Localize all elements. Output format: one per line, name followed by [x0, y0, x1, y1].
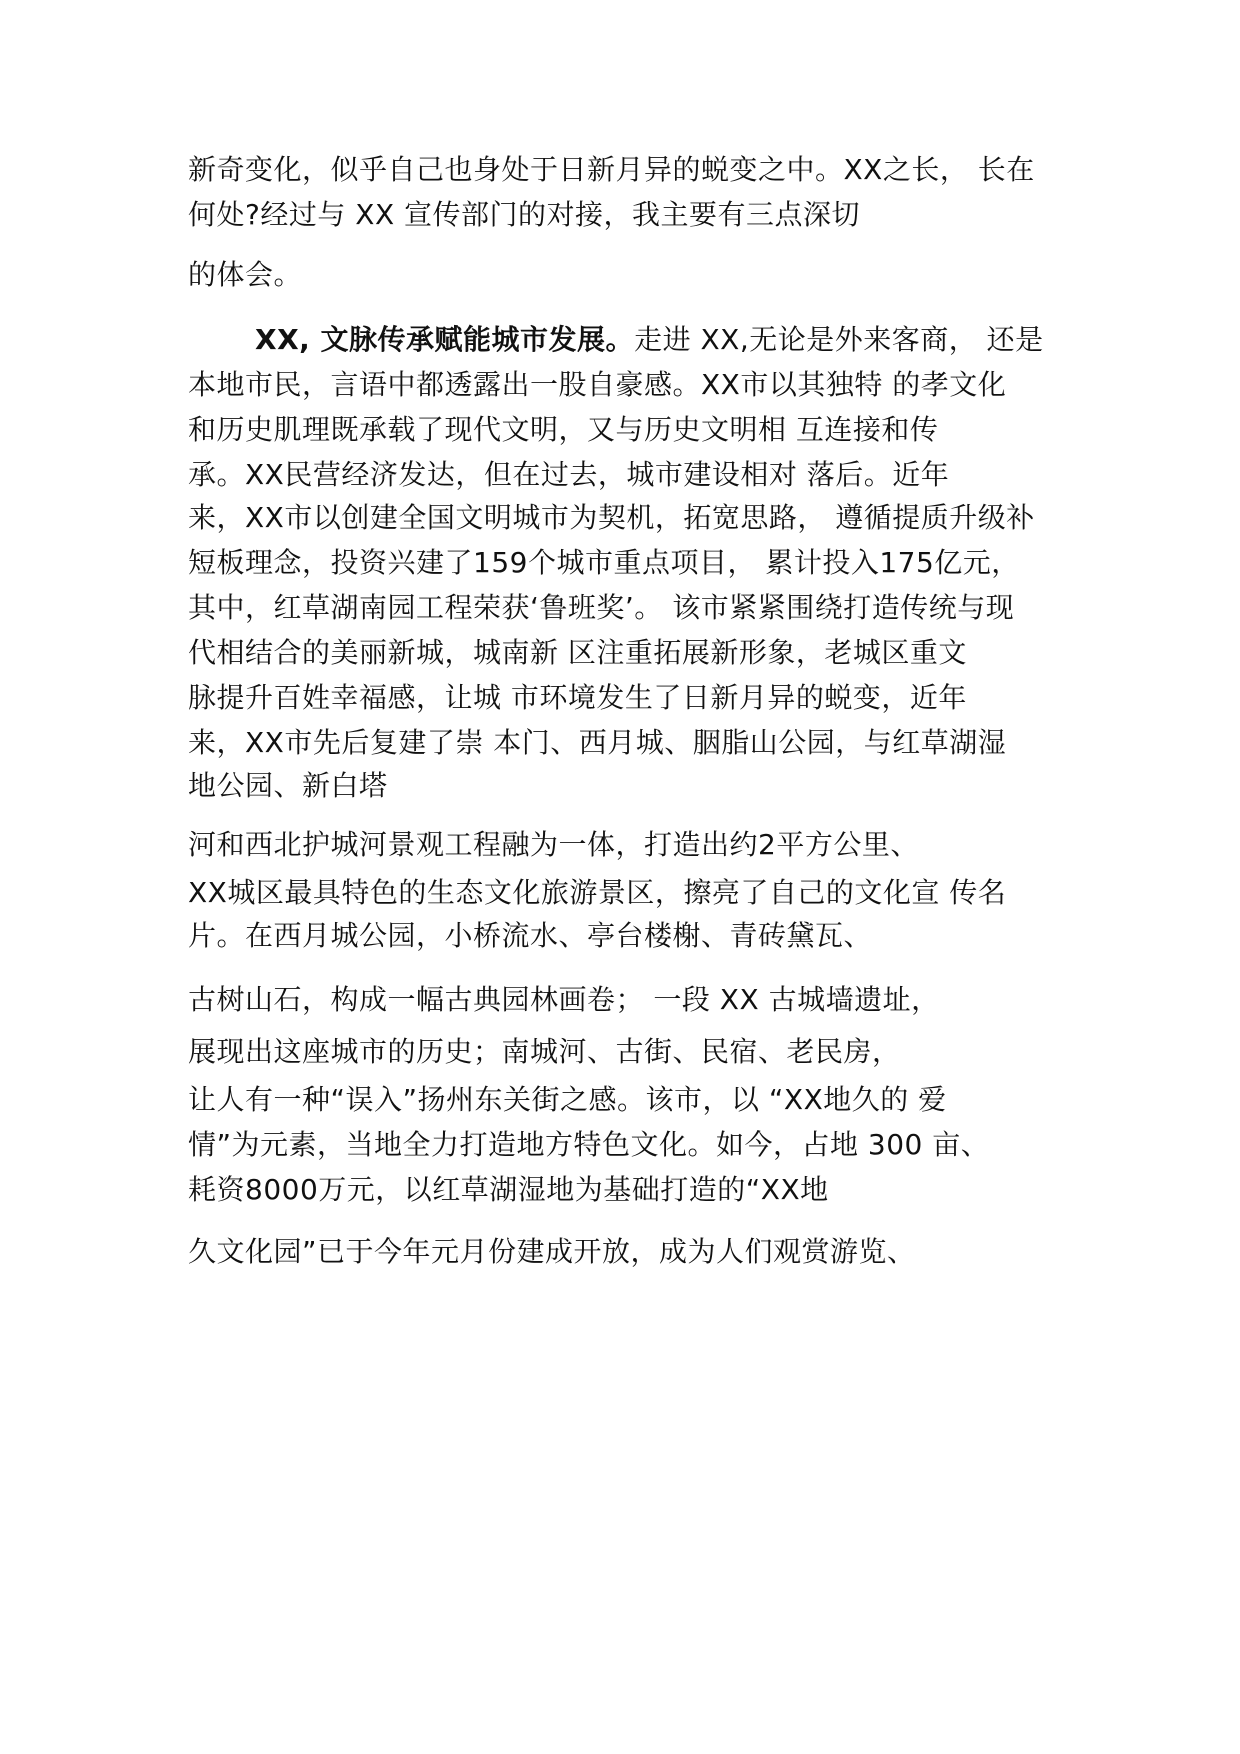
text-line-9: 短板理念，投资兴建了159个城市重点项目， 累计投入175亿元， — [188, 546, 1020, 579]
text-line-15: 河和西北护城河景观工程融为一体，打造出约2平方公里、 — [188, 828, 919, 861]
text-line-16: XX城区最具特色的生态文化旅游景区，擦亮了自己的文化宣 传名 — [188, 876, 1007, 909]
text-line-3: 的体会。 — [188, 258, 303, 291]
text-line-14: 地公园、新白塔 — [188, 769, 388, 802]
text-line-18: 古树山石，构成一幅古典园林画卷； 一段 XX 古城墙遗址， — [188, 983, 940, 1016]
text-line-10: 其中，红草湖南园工程荣获‘鲁班奖’。 该市紧紧围绕打造传统与现 — [188, 591, 1015, 624]
paragraph-2-first-line — [255, 320, 1044, 360]
text-line-23: 久文化园”已于今年元月份建成开放，成为人们观赏游览、 — [188, 1235, 916, 1268]
text-line-17: 片。在西月城公园，小桥流水、亭台楼榭、青砖黛瓦、 — [188, 919, 873, 952]
text-line-12: 脉提升百姓幸福感，让城 市环境发生了日新月异的蜕变，近年 — [188, 681, 967, 714]
text-line-22: 耗资8000万元，以红草湖湿地为基础打造的“XX地 — [188, 1173, 829, 1206]
text-line-13: 来，XX市先后复建了崇 本门、西月城、胭脂山公园，与红草湖湿 — [188, 726, 1007, 759]
text-line-19: 展现出这座城市的历史；南城河、古街、民宿、老民房， — [188, 1035, 901, 1068]
paragraph-2-opening-text: 走进 XX,无论是外来客商， 还是 — [634, 323, 1044, 356]
text-line-7: 承。XX民营经济发达，但在过去，城市建设相对 落后。近年 — [188, 458, 950, 491]
text-line-6: 和历史肌理既承载了现代文明，又与历史文明相 互连接和传 — [188, 413, 939, 446]
text-line-8: 来，XX市以创建全国文明城市为契机，拓宽思路， 遵循提质升级补 — [188, 501, 1035, 534]
text-line-2: 何处?经过与 XX 宣传部门的对接，我主要有三点深切 — [188, 198, 861, 231]
paragraph-heading: XX, 文脉传承赋能城市发展。 — [255, 323, 635, 356]
text-line-11: 代相结合的美丽新城，城南新 区注重拓展新形象，老城区重文 — [188, 636, 967, 669]
text-line-20: 让人有一种“误入”扬州东关街之感。该市，以 “XX地久的 爱 — [188, 1083, 947, 1116]
text-line-5: 本地市民，言语中都透露出一股自豪感。XX市以其独特 的孝文化 — [188, 368, 1007, 401]
text-line-21: 情”为元素，当地全力打造地方特色文化。如今，占地 300 亩、 — [188, 1128, 990, 1161]
text-line-1: 新奇变化，似乎自己也身处于日新月异的蜕变之中。XX之长， 长在 — [188, 153, 1035, 186]
